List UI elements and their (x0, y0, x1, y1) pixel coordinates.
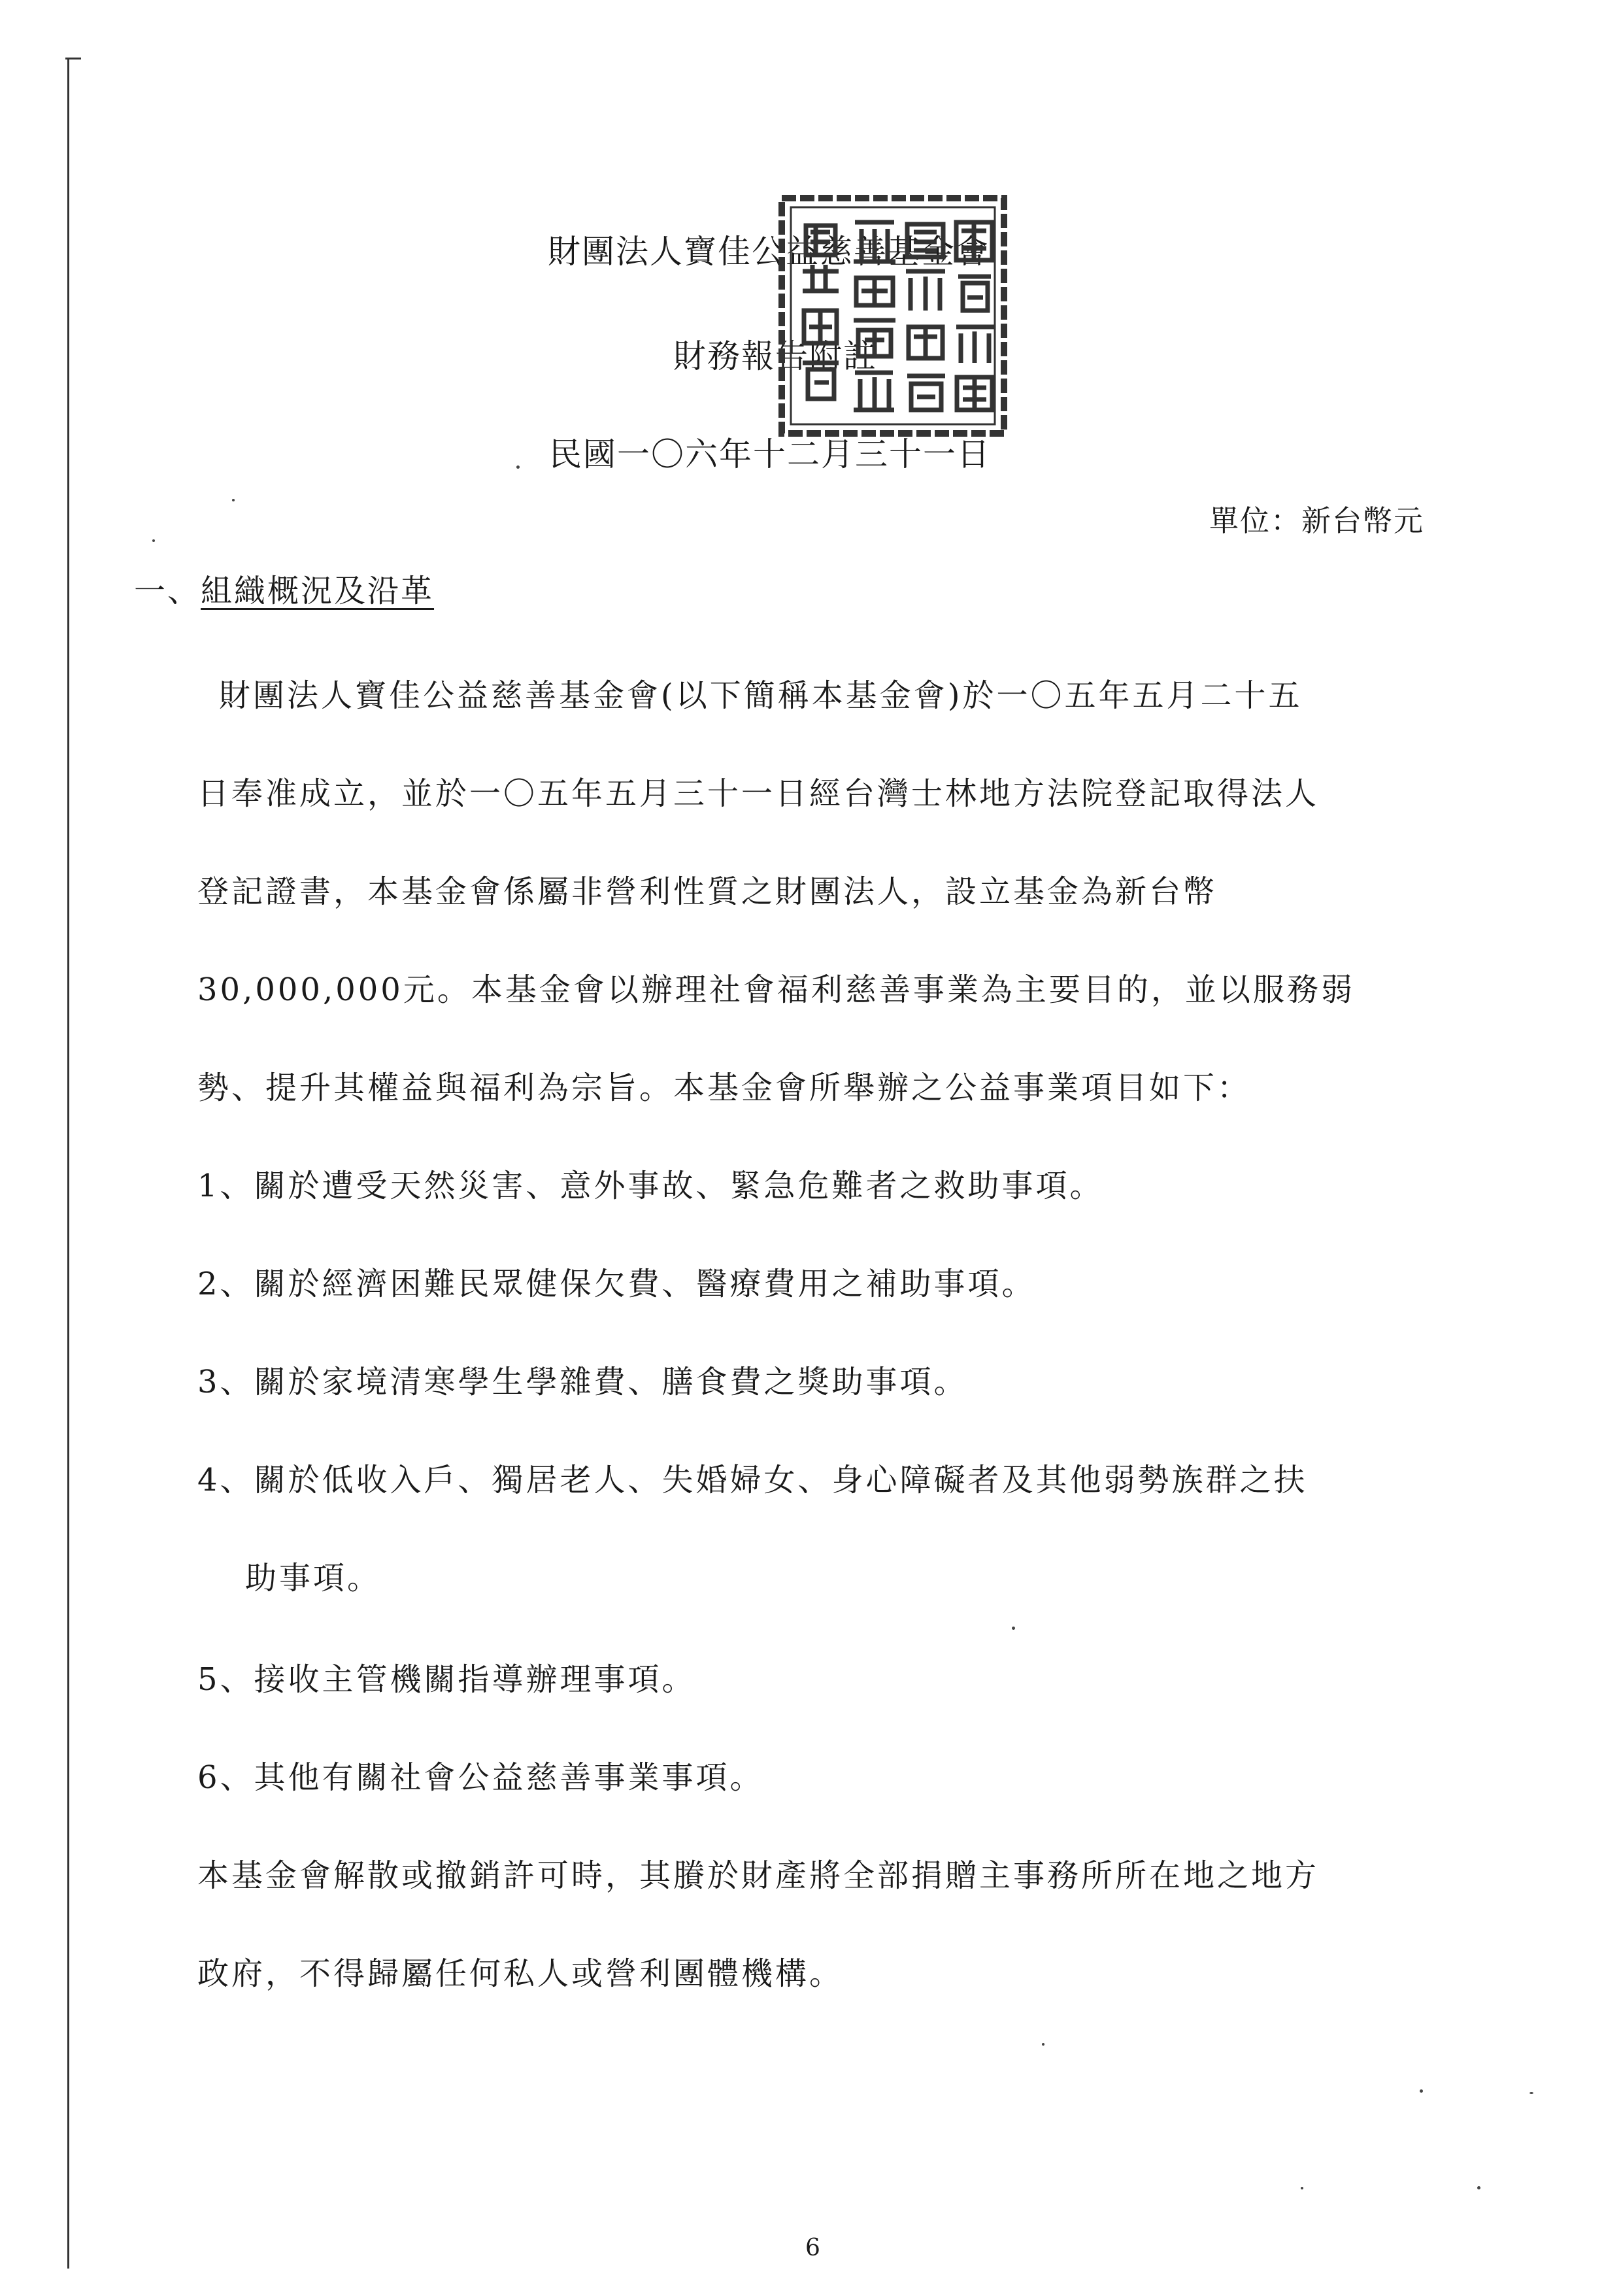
intro-paragraph-line: 日奉准成立，並於一〇五年五月三十一日經台灣士林地方法院登記取得法人 (197, 775, 1320, 812)
scan-speck (1529, 2092, 1533, 2094)
list-item: 3、關於家境清寒學生學雜費、膳食費之獎助事項。 (197, 1364, 968, 1400)
binder-margin-tick (65, 58, 81, 59)
list-item: 5、接收主管機關指導辦理事項。 (197, 1661, 696, 1698)
intro-paragraph-line: 30,000,000元。本基金會以辦理社會福利慈善事業為主要目的，並以服務弱 (197, 971, 1355, 1008)
org-name-title: 財團法人寶佳公益慈善基金會 (548, 233, 990, 271)
scan-speck (1012, 1627, 1015, 1630)
scan-speck (516, 465, 520, 469)
binder-margin-line (67, 59, 69, 2269)
scan-speck (152, 539, 155, 542)
scan-speck (1420, 2089, 1423, 2093)
scan-speck (1042, 2043, 1044, 2046)
closing-paragraph-line: 政府，不得歸屬任何私人或營利團體機構。 (197, 1955, 844, 1992)
section-heading-text: 組織概況及沿革 (201, 573, 435, 609)
currency-unit-note: 單位：新台幣元 (1209, 503, 1425, 538)
section-heading-number: 一、 (134, 573, 201, 609)
list-item: 2、關於經濟困難民眾健保欠費、醫療費用之補助事項。 (197, 1266, 1036, 1302)
section-heading (134, 566, 434, 611)
intro-paragraph-line: 勢、提升其權益與福利為宗旨。本基金會所舉辦之公益事業項目如下： (197, 1070, 1252, 1106)
intro-paragraph-line: 登記證書，本基金會係屬非營利性質之財團法人，設立基金為新台幣 (197, 873, 1218, 910)
scan-speck (232, 499, 235, 501)
list-item: 6、其他有關社會公益慈善事業事項。 (197, 1759, 764, 1796)
list-item: 4、關於低收入戶、獨居老人、失婚婦女、身心障礙者及其他弱勢族群之扶 (197, 1462, 1308, 1498)
intro-paragraph-line: 財團法人寶佳公益慈善基金會(以下簡稱本基金會)於一〇五年五月二十五 (219, 677, 1303, 714)
scan-speck (1477, 2186, 1480, 2189)
closing-paragraph-line: 本基金會解散或撤銷許可時，其賸於財產將全部捐贈主事務所所在地之地方 (197, 1857, 1320, 1894)
report-date: 民國一〇六年十二月三十一日 (549, 435, 991, 473)
official-seal-stamp (777, 193, 1009, 439)
page-number: 6 (805, 2235, 820, 2261)
report-title: 財務報告附註 (673, 337, 877, 375)
list-item-continuation: 助事項。 (245, 1560, 382, 1596)
list-item: 1、關於遭受天然災害、意外事故、緊急危難者之救助事項。 (197, 1168, 1104, 1204)
scan-speck (1301, 2187, 1303, 2189)
